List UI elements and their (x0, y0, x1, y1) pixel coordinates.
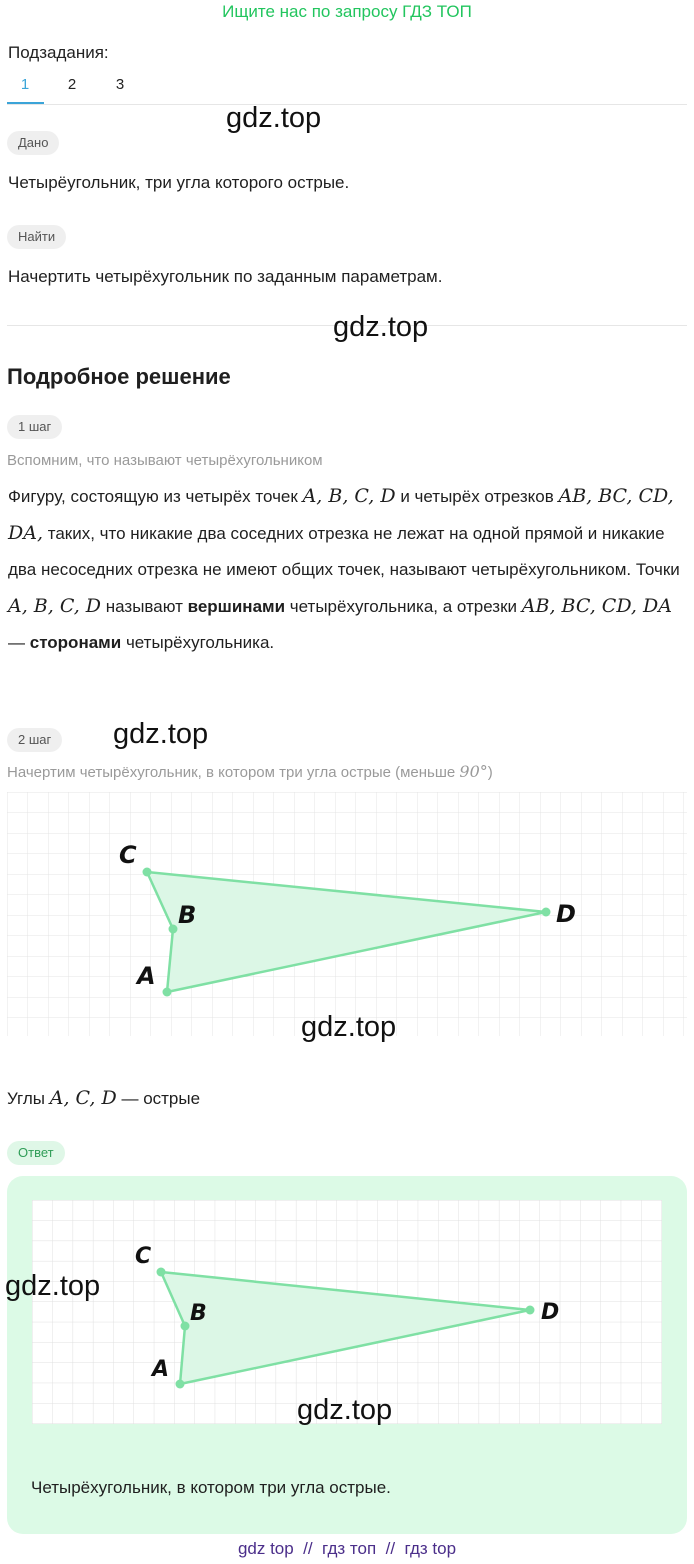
watermark: gdz.top (297, 1394, 393, 1426)
label-b: B (190, 1301, 207, 1326)
footer-links[interactable]: gdz top // гдз топ // гдз top (237, 1539, 457, 1558)
quadrilateral-figure (7, 792, 687, 1036)
answer-text: Четырёхугольник, в котором три угла острые. (31, 1478, 391, 1497)
watermark: gdz.top (113, 718, 209, 750)
tab-2[interactable]: 2 (67, 76, 77, 93)
vertex-c (157, 1268, 166, 1277)
solution-title: Подробное решение (7, 364, 231, 389)
tabs-divider (7, 104, 687, 105)
label-a: A (152, 1357, 170, 1382)
step2-badge: 2 шаг (7, 728, 62, 752)
acute-angles-text: Углы A, C, D — острые (7, 1087, 201, 1109)
watermark: gdz.top (226, 102, 322, 134)
vertex-a (176, 1380, 185, 1389)
vertex-a (163, 988, 172, 997)
step1-hint: Вспомним, что называют четырёхугольником (7, 452, 323, 469)
vertex-b (181, 1322, 190, 1331)
label-c: C (119, 841, 137, 869)
tab-3[interactable]: 3 (115, 76, 125, 93)
label-b: B (178, 901, 197, 929)
watermark: gdz.top (333, 311, 429, 343)
find-badge: Найти (7, 225, 66, 249)
given-text: Четырёугольник, три угла которого острые. (8, 173, 350, 192)
tab-1[interactable]: 1 (20, 76, 30, 93)
answer-badge: Ответ (7, 1141, 65, 1165)
step2-hint: Начертим четырёхугольник, в котором три угла острые (меньше 90°) (7, 762, 493, 781)
vertex-d (542, 908, 551, 917)
answer-quadrilateral-figure (32, 1200, 662, 1424)
vertex-c (143, 868, 152, 877)
label-a: A (137, 962, 156, 990)
vertex-d (526, 1306, 535, 1315)
given-badge: Дано (7, 131, 59, 155)
step1-badge: 1 шаг (7, 415, 62, 439)
vertex-b (169, 925, 178, 934)
label-d: D (556, 900, 576, 928)
watermark: gdz.top (5, 1270, 101, 1302)
label-d: D (541, 1300, 560, 1325)
watermark: gdz.top (301, 1011, 397, 1043)
search-banner[interactable]: Ищите нас по запросу ГДЗ ТОП (222, 2, 472, 21)
label-c: C (135, 1244, 152, 1269)
subtasks-title: Подзадания: (8, 43, 109, 62)
step1-definition: Фигуру, состоящую из четырёх точек A, B, C, D и четырёх отрезков AB, BC, CD, DA, таких, что никакие два соседних отрезка не лежат на одной прямой и никакие два несоседних отрезка не имеют общих точек, называют четырёхугольником. Точки A, B, C, D называют вершинами четырёхугольника, а отрезки AB, BC, CD, DA — сторонами четырёхугольника. (8, 485, 680, 652)
find-text: Начертить четырёхугольник по заданным параметрам. (8, 267, 443, 286)
